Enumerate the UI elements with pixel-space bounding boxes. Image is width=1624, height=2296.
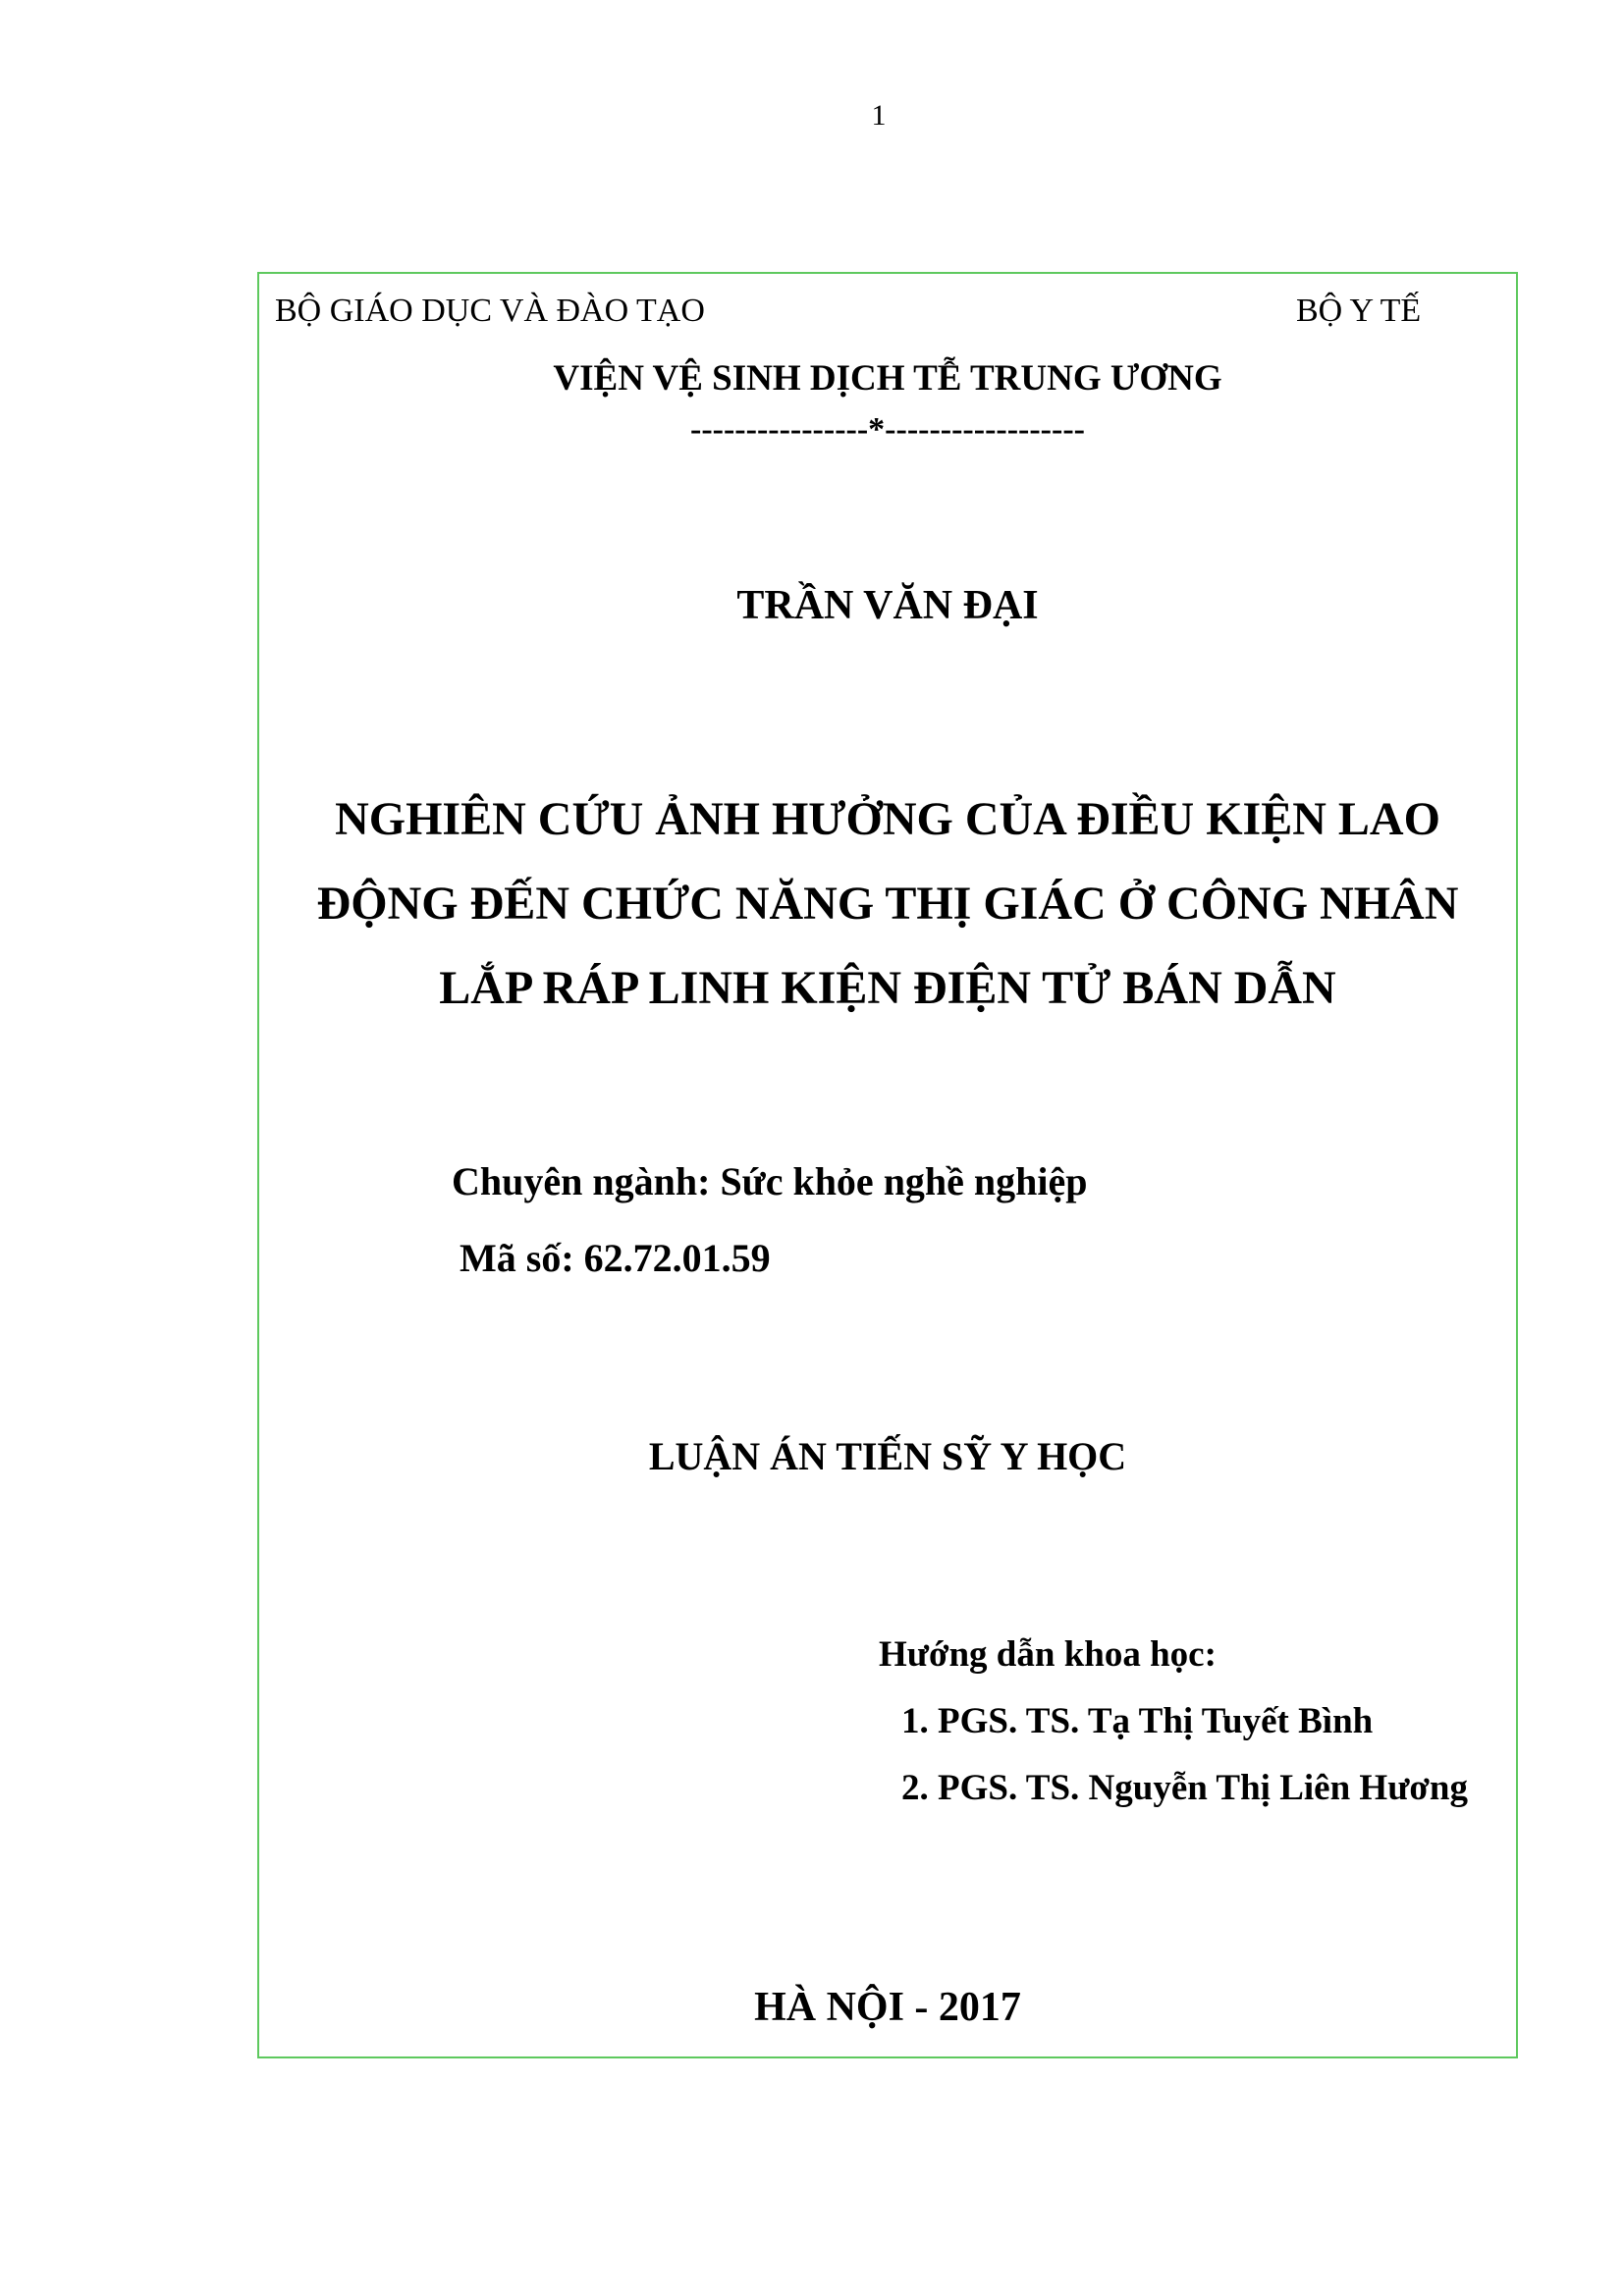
advisor-item: 2. PGS. TS. Nguyễn Thị Liên Hương (901, 1768, 1468, 1808)
major-code: Mã số: 62.72.01.59 (460, 1236, 771, 1280)
advisors-heading: Hướng dẫn khoa học: (879, 1634, 1217, 1675)
ministry-education: BỘ GIÁO DỤC VÀ ĐÀO TẠO (275, 293, 705, 329)
thesis-title-line: LẮP RÁP LINH KIỆN ĐIỆN TỬ BÁN DẪN (439, 962, 1336, 1014)
major-field: Chuyên ngành: Sức khỏe nghề nghiệp (452, 1159, 1088, 1203)
header-divider: ----------------*------------------ (690, 411, 1085, 448)
thesis-title-line: NGHIÊN CỨU ẢNH HƯỞNG CỦA ĐIỀU KIỆN LAO (335, 793, 1440, 845)
degree-type: LUẬN ÁN TIẾN SỸ Y HỌC (648, 1434, 1127, 1478)
place-year: HÀ NỘI - 2017 (754, 1985, 1021, 2030)
page-number: 1 (871, 99, 887, 132)
thesis-title (257, 777, 1518, 1031)
ministry-health: BỘ Y TẾ (1296, 293, 1422, 329)
thesis-title-line: ĐỘNG ĐẾN CHỨC NĂNG THỊ GIÁC Ở CÔNG NHÂN (316, 878, 1459, 930)
author-name: TRẦN VĂN ĐẠI (736, 583, 1039, 628)
institute-name: VIỆN VỆ SINH DỊCH TỄ TRUNG ƯƠNG (553, 358, 1222, 399)
advisor-item: 1. PGS. TS. Tạ Thị Tuyết Bình (901, 1701, 1374, 1741)
